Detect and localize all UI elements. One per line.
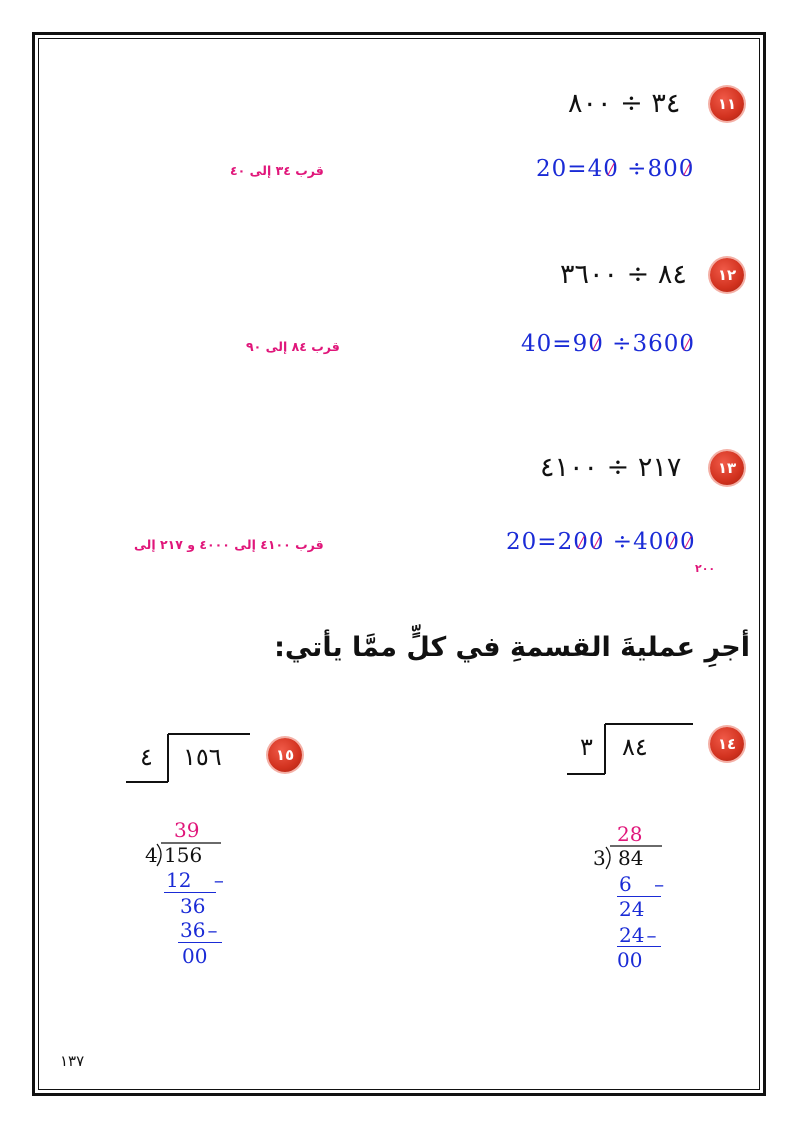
crossed-zero: 0	[680, 529, 696, 555]
divisor-digits: 4	[587, 156, 604, 182]
rounding-note: قرب ٤١٠٠ إلى ٤٠٠٠ و ٢١٧ إلى	[134, 537, 324, 552]
divisor: ٣	[580, 733, 593, 761]
divisor: ٤	[140, 743, 153, 771]
quotient: 39	[174, 818, 200, 842]
subtract-step	[180, 918, 217, 942]
underline	[164, 892, 216, 893]
subtract-step	[619, 872, 664, 896]
dividend: ١٥٦	[183, 743, 222, 771]
underline	[617, 946, 661, 947]
subtract-step	[619, 923, 656, 947]
divisor-digits: 9	[572, 331, 589, 357]
quotient: 28	[617, 822, 643, 846]
minus-sign: –	[213, 868, 224, 892]
problem-expression: ٨٤ ÷ ٣٦٠٠	[560, 259, 687, 290]
division-sign: ÷	[627, 156, 648, 182]
instruction-heading: أجرِ عمليةَ القسمةِ في كلٍّ ممَّا يأتي:	[274, 632, 750, 663]
step-value: 36	[180, 918, 206, 942]
problem-number-badge: ١٥	[268, 738, 302, 772]
final-remainder: 00	[617, 948, 643, 972]
division-sign: ÷	[612, 529, 634, 555]
remainder: 24	[619, 897, 645, 921]
work-dividend: 156	[164, 843, 203, 867]
minus-sign: –	[646, 923, 657, 947]
division-sign: ÷	[612, 331, 633, 357]
estimated-answer	[536, 156, 694, 182]
rounded-value-note: ٢٠٠	[695, 562, 716, 575]
crossed-zero: 0	[679, 331, 695, 357]
rounding-note: قرب ٨٤ إلى ٩٠	[246, 339, 340, 354]
dividend: ٨٤	[622, 733, 648, 761]
problem-number-badge: ١١	[710, 87, 744, 121]
crossed-zero: 0	[588, 331, 604, 357]
step-value: 12	[166, 868, 192, 892]
estimated-answer	[521, 331, 695, 357]
equals-sign: =	[567, 156, 588, 182]
page-number: ١٣٧	[60, 1052, 85, 1070]
subtract-step	[166, 868, 224, 892]
work-divisor: 3	[593, 846, 606, 870]
remainder: 36	[180, 894, 206, 918]
answer-result: 40	[521, 331, 553, 357]
estimated-answer	[506, 529, 696, 555]
underline	[178, 942, 222, 943]
crossed-zero: 0	[678, 156, 695, 182]
problem-number-badge: ١٣	[710, 451, 744, 485]
minus-sign: –	[207, 918, 218, 942]
work-dividend: 84	[618, 846, 644, 870]
step-value: 6	[619, 872, 632, 896]
problem-expression: ٣٤ ÷ ٨٠٠	[568, 88, 681, 119]
crossed-zero: 0	[573, 529, 589, 555]
dividend-digits: 80	[647, 156, 679, 182]
crossed-zero: 0	[664, 529, 680, 555]
final-remainder: 00	[182, 944, 208, 968]
problem-number-badge: ١٢	[710, 258, 744, 292]
equals-sign: =	[537, 529, 558, 555]
minus-sign: –	[654, 872, 665, 896]
crossed-zero: 0	[603, 156, 619, 182]
problem-number-badge: ١٤	[710, 727, 744, 761]
divisor-digits: 2	[557, 529, 574, 555]
dividend-digits: 360	[632, 331, 680, 357]
answer-result: 20	[506, 529, 538, 555]
answer-result: 20	[536, 156, 568, 182]
problem-expression: ٢١٧ ÷ ٤١٠٠	[540, 452, 682, 483]
equals-sign: =	[552, 331, 573, 357]
work-divisor: 4	[145, 843, 158, 867]
dividend-digits: 40	[633, 529, 665, 555]
crossed-zero: 0	[588, 529, 605, 555]
step-value: 24	[619, 923, 645, 947]
rounding-note: قرب ٣٤ إلى ٤٠	[230, 163, 324, 178]
